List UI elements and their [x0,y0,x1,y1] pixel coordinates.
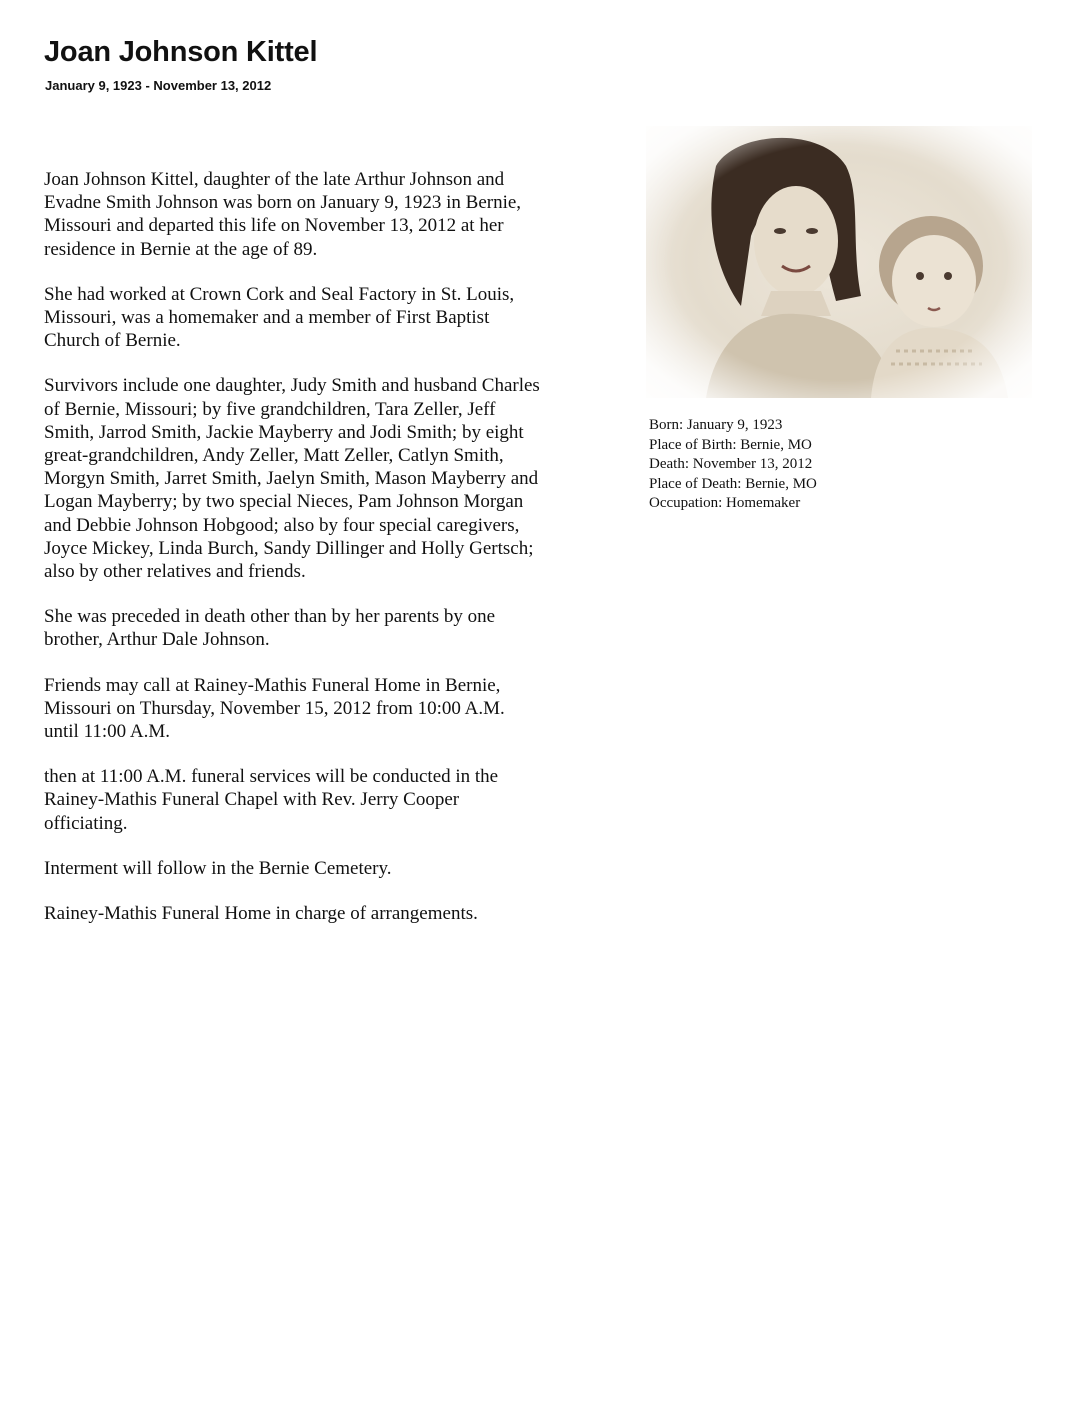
obituary-paragraph-work: She had worked at Crown Cork and Seal Factory in St. Louis, Missouri, was a homemaker and a member of First Baptist Church of Bernie. [44,283,515,352]
obituary-paragraph-interment: Interment will follow in the Bernie Cemetery. [44,857,392,879]
obituary-text [44,168,614,947]
fact-place-of-death: Place of Death: Bernie, MO [649,475,817,492]
obituary-paragraph-arrangements: Rainey-Mathis Funeral Home in charge of arrangements. [44,903,478,925]
obituary-paragraph-services: then at 11:00 A.M. funeral services will be conducted in the Rainey-Mathis Funeral Chapel with Rev. Jerry Cooper officiating. [44,766,499,834]
obituary-paragraph-visitation: Friends may call at Rainey-Mathis Funeral Home in Bernie, Missouri on Thursday, November 15, 2012 from 10:00 A.M. until 11:00 A.M. [44,674,505,743]
obituary-paragraph-survivors: Survivors include one daughter, Judy Smith and husband Charles of Bernie, Missouri; by five grandchildren, Tara Zeller, Jeff Smith, Jarrod Smith, Jackie Mayberry and Jodi Smith; by eight great-grandchildren, Andy Zeller, Matt Zeller, Catlyn Smith, Morgyn Smith, Jarret Smith, Jaelyn Smith, Mason Mayberry and Logan Mayberry; by two special Nieces, Pam Johnson Morgan and Debbie Johnson Hobgood; also by four special caregivers, Joyce Mickey, Linda Burch, Sandy Dillinger and Holly Gertsch; also by other relatives and friends. [44,375,540,583]
fact-occupation: Occupation: Homemaker [649,495,801,512]
page-dates: January 9, 1923 - November 13, 2012 [45,78,272,93]
fact-born: Born: January 9, 1923 [649,417,783,433]
fact-place-of-birth: Place of Birth: Bernie, MO [649,436,812,453]
obituary-paragraph-preceded: She was preceded in death other than by her parents by one brother, Arthur Dale Johnson. [44,606,496,651]
obituary-paragraph-birth: Joan Johnson Kittel, daughter of the late Arthur Johnson and Evadne Smith Johnson was born on January 9, 1923 in Bernie, Missouri and departed this life on November 13, 2012 at her residence in Bernie at the age of 89. [44,169,522,260]
portrait-illustration [646,126,1032,398]
portrait-photo [646,126,1032,398]
page-title: Joan Johnson Kittel [44,36,318,68]
facts-panel [649,416,817,514]
fact-death: Death: November 13, 2012 [649,456,813,473]
